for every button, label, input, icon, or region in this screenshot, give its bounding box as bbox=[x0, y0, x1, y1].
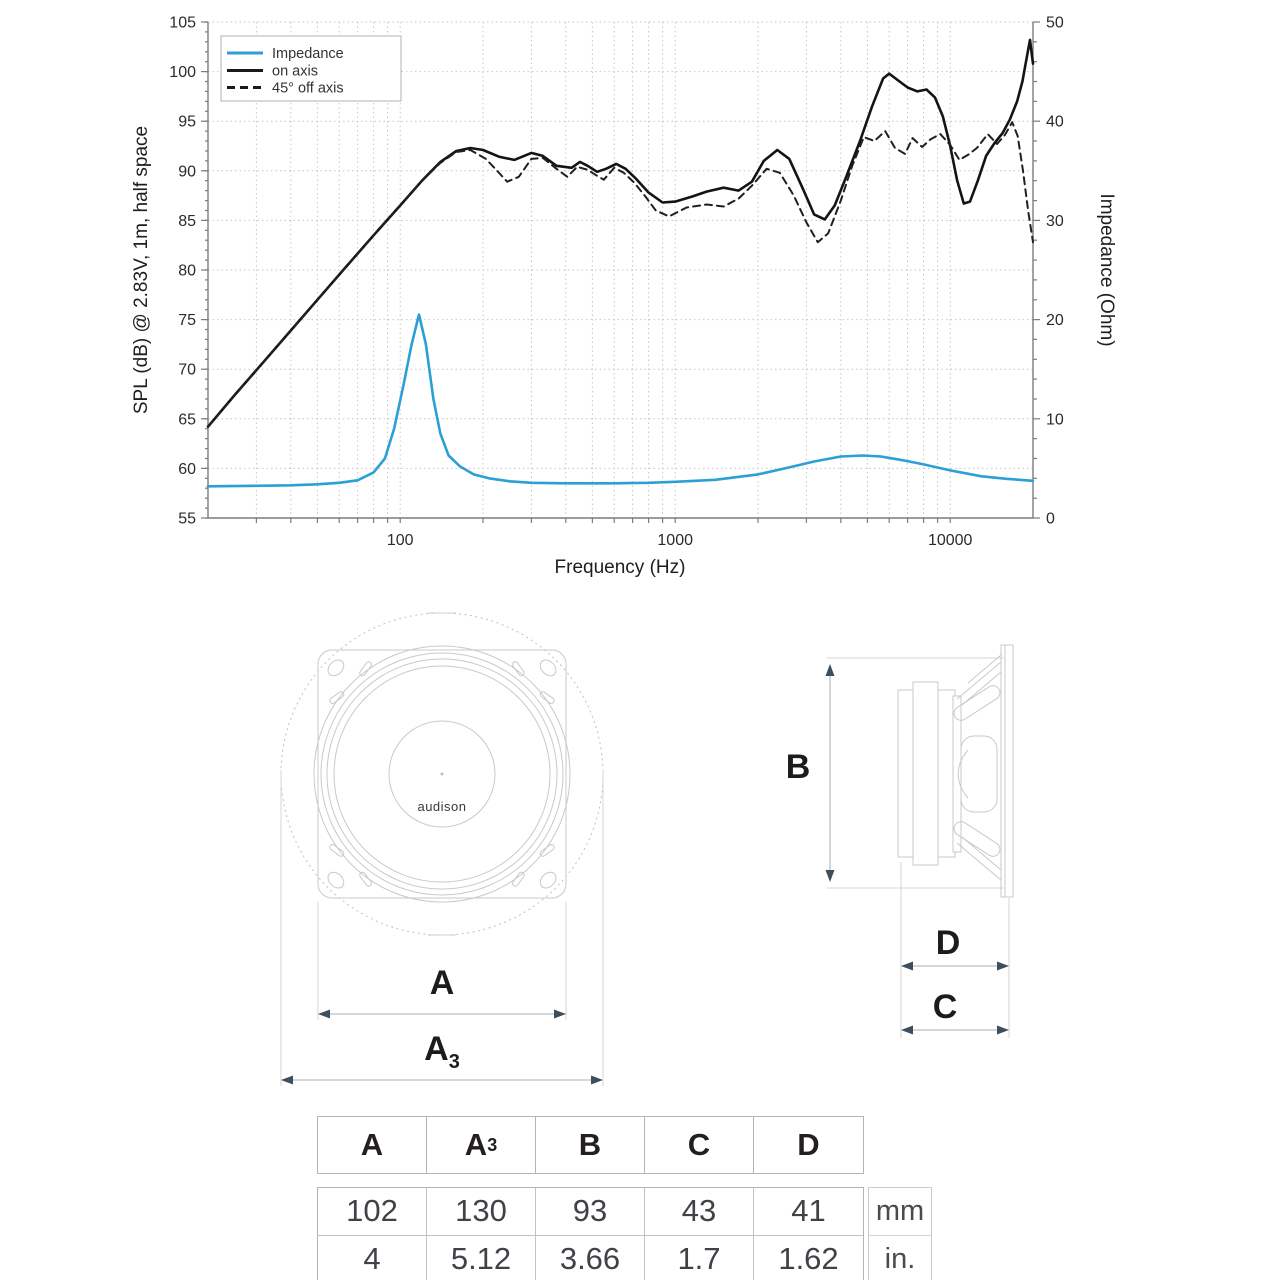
table-header-cell: B bbox=[536, 1117, 645, 1173]
svg-text:40: 40 bbox=[1046, 113, 1064, 131]
front-view-drawing bbox=[281, 613, 603, 935]
svg-text:30: 30 bbox=[1046, 212, 1064, 230]
svg-text:105: 105 bbox=[169, 14, 196, 32]
frequency-response-chart bbox=[0, 0, 1280, 600]
table-cell: 1.7 bbox=[645, 1236, 754, 1280]
chart-axis-titles bbox=[131, 126, 1117, 578]
dimension-drawings bbox=[0, 600, 1280, 1120]
pole-piece bbox=[913, 682, 938, 865]
svg-text:50: 50 bbox=[1046, 14, 1064, 32]
dim-label-D: D bbox=[935, 924, 961, 962]
table-cell: 4 bbox=[318, 1236, 427, 1280]
svg-text:100: 100 bbox=[169, 64, 196, 82]
chart-legend bbox=[221, 36, 401, 101]
table-cell: 41 bbox=[754, 1188, 863, 1236]
mounting-flange bbox=[1001, 645, 1013, 897]
unit-mm: mm bbox=[869, 1188, 931, 1236]
svg-text:1000: 1000 bbox=[657, 532, 694, 549]
svg-text:45° off axis: 45° off axis bbox=[272, 80, 344, 97]
dim-label-A3: $A_3$ bbox=[424, 1030, 460, 1073]
table-cell: 43 bbox=[645, 1188, 754, 1236]
table-cell: 3.66 bbox=[536, 1236, 645, 1280]
table-cell: 93 bbox=[536, 1188, 645, 1236]
side-view-drawing bbox=[898, 645, 1013, 897]
table-header-cell: A bbox=[318, 1117, 427, 1173]
dimension-table-header bbox=[317, 1116, 864, 1174]
series-impedance bbox=[208, 315, 1033, 487]
svg-text:on axis: on axis bbox=[272, 63, 318, 80]
svg-text:SPL (dB) @ 2.83V, 1m, half spa: SPL (dB) @ 2.83V, 1m, half space bbox=[131, 125, 152, 415]
svg-text:95: 95 bbox=[178, 113, 196, 131]
table-header-cell: A 3 bbox=[427, 1117, 536, 1173]
dim-label-A: A bbox=[429, 964, 455, 1002]
svg-text:Frequency (Hz): Frequency (Hz) bbox=[554, 557, 686, 578]
table-header-cell: D bbox=[797, 1127, 820, 1162]
table-header-cell: C bbox=[645, 1117, 754, 1173]
svg-text:0: 0 bbox=[1046, 510, 1055, 528]
svg-text:20: 20 bbox=[1046, 312, 1064, 330]
svg-text:55: 55 bbox=[178, 510, 196, 528]
dim-label-C: C bbox=[932, 988, 958, 1026]
svg-text:60: 60 bbox=[178, 460, 196, 478]
series-45-off-axis bbox=[208, 122, 1033, 427]
svg-text:100: 100 bbox=[386, 532, 414, 549]
dimension-table-units bbox=[868, 1187, 932, 1280]
table-cell: 102 bbox=[318, 1188, 427, 1236]
table-cell: 130 bbox=[427, 1188, 536, 1236]
table-cell: 5.12 bbox=[427, 1236, 536, 1280]
svg-text:75: 75 bbox=[178, 312, 196, 330]
svg-text:Impedance (Ohm): Impedance (Ohm) bbox=[1096, 193, 1117, 347]
dimension-table-body bbox=[317, 1187, 864, 1280]
unit-in: in. bbox=[884, 1242, 916, 1275]
svg-text:Impedance: Impedance bbox=[272, 46, 344, 62]
dim-label-B: B bbox=[785, 748, 811, 786]
brand-logo-text: audison bbox=[417, 799, 467, 814]
svg-text:10000: 10000 bbox=[927, 532, 973, 549]
svg-text:85: 85 bbox=[178, 212, 196, 230]
svg-text:10: 10 bbox=[1046, 411, 1064, 429]
svg-text:90: 90 bbox=[178, 163, 196, 181]
svg-text:80: 80 bbox=[178, 262, 196, 280]
table-cell: 1.62 bbox=[778, 1241, 839, 1277]
svg-text:65: 65 bbox=[178, 411, 196, 429]
svg-text:70: 70 bbox=[178, 361, 196, 379]
